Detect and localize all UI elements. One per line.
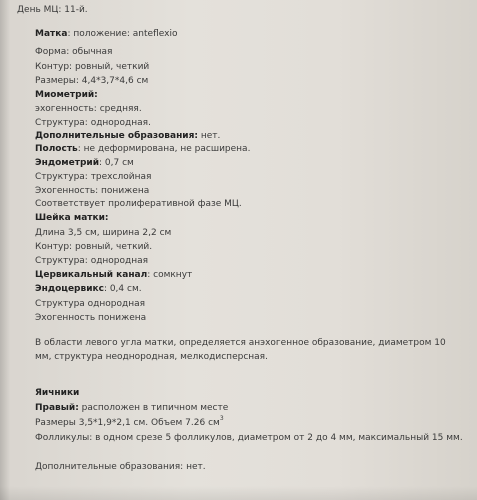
right-ovary-location: расположен в типичном месте [78,403,229,413]
endocervix-value: : 0,4 см. [103,284,142,294]
cervix-size-line: Длина 3,5 см, ширина 2,2 см [35,228,172,238]
right-ovary-line [35,403,228,414]
uterus-position-value: : положение: anteflexio [67,29,178,39]
cervical-canal-value: : сомкнут [147,270,193,280]
endometrium-line [35,158,134,169]
uterus-contour-line: Контур: ровный, четкий [35,62,150,72]
page-edge-shadow [0,0,10,500]
endocervix-heading: Эндоцервикс [35,284,104,294]
uterus-position-line [35,29,177,40]
right-ovary-size-text: Размеры 3,5*1,9*2,1 см. Объем 7.26 см [35,418,220,428]
endometrium-heading: Эндометрий [35,158,100,168]
cervix-heading: Шейка матки: [35,213,109,223]
right-ovary-additional-line: Дополнительные образования: нет. [35,462,206,472]
cervix-contour-line: Контур: ровный, четкий. [35,242,153,252]
myometrium-echogenicity-line: эхогенность: средняя. [35,104,142,114]
left-horn-finding-paragraph: В области левого угла матки, определяется анэхогенное образование, диаметром 10 мм, структура неоднородная, мелкодисперсная. [35,338,446,362]
uterus-size-line: Размеры: 4,4*3,7*4,6 см [35,76,149,86]
myometrium-heading: Миометрий: [35,90,98,100]
cavity-line [35,144,250,155]
uterus-heading: Матка [35,29,68,39]
additional-formations-value: нет. [197,131,221,141]
additional-formations-line [35,131,220,142]
endometrium-phase-line: Соответствует пролиферативной фазе МЦ. [35,199,242,209]
endocervix-line [35,284,142,295]
page-bottom-shade [0,486,477,500]
endometrium-value: : 0,7 см [99,158,134,168]
endometrium-structure-line: Структура: трехслойная [35,172,152,182]
uterus-form-line: Форма: обычная [35,47,113,57]
cervical-canal-heading: Цервикальный канал [35,270,148,280]
follicles-paragraph: Фолликулы: в одном срезе 5 фолликулов, диаметром от 2 до 4 мм, максимальный 15 мм. [35,433,463,443]
myometrium-structure-line: Структура: однородная. [35,118,151,128]
right-ovary-heading: Правый: [35,403,79,413]
additional-formations-heading: Дополнительные образования: [35,131,198,141]
endometrium-echogenicity-line: Эхогенность: понижена [35,186,150,196]
cervix-structure-line: Структура: однородная [35,256,149,266]
cavity-value: : не деформирована, не расширена. [77,144,251,154]
cervical-canal-line [35,270,192,281]
cycle-day-line: День МЦ: 11-й. [17,5,88,15]
endocervix-structure-line: Структура однородная [35,299,146,309]
cavity-heading: Полость [35,144,78,154]
ovaries-heading: Яичники [35,388,80,398]
endocervix-echogenicity-line: Эхогенность понижена [35,313,147,323]
right-ovary-size-line [35,415,224,429]
cubic-superscript: 3 [219,415,224,422]
